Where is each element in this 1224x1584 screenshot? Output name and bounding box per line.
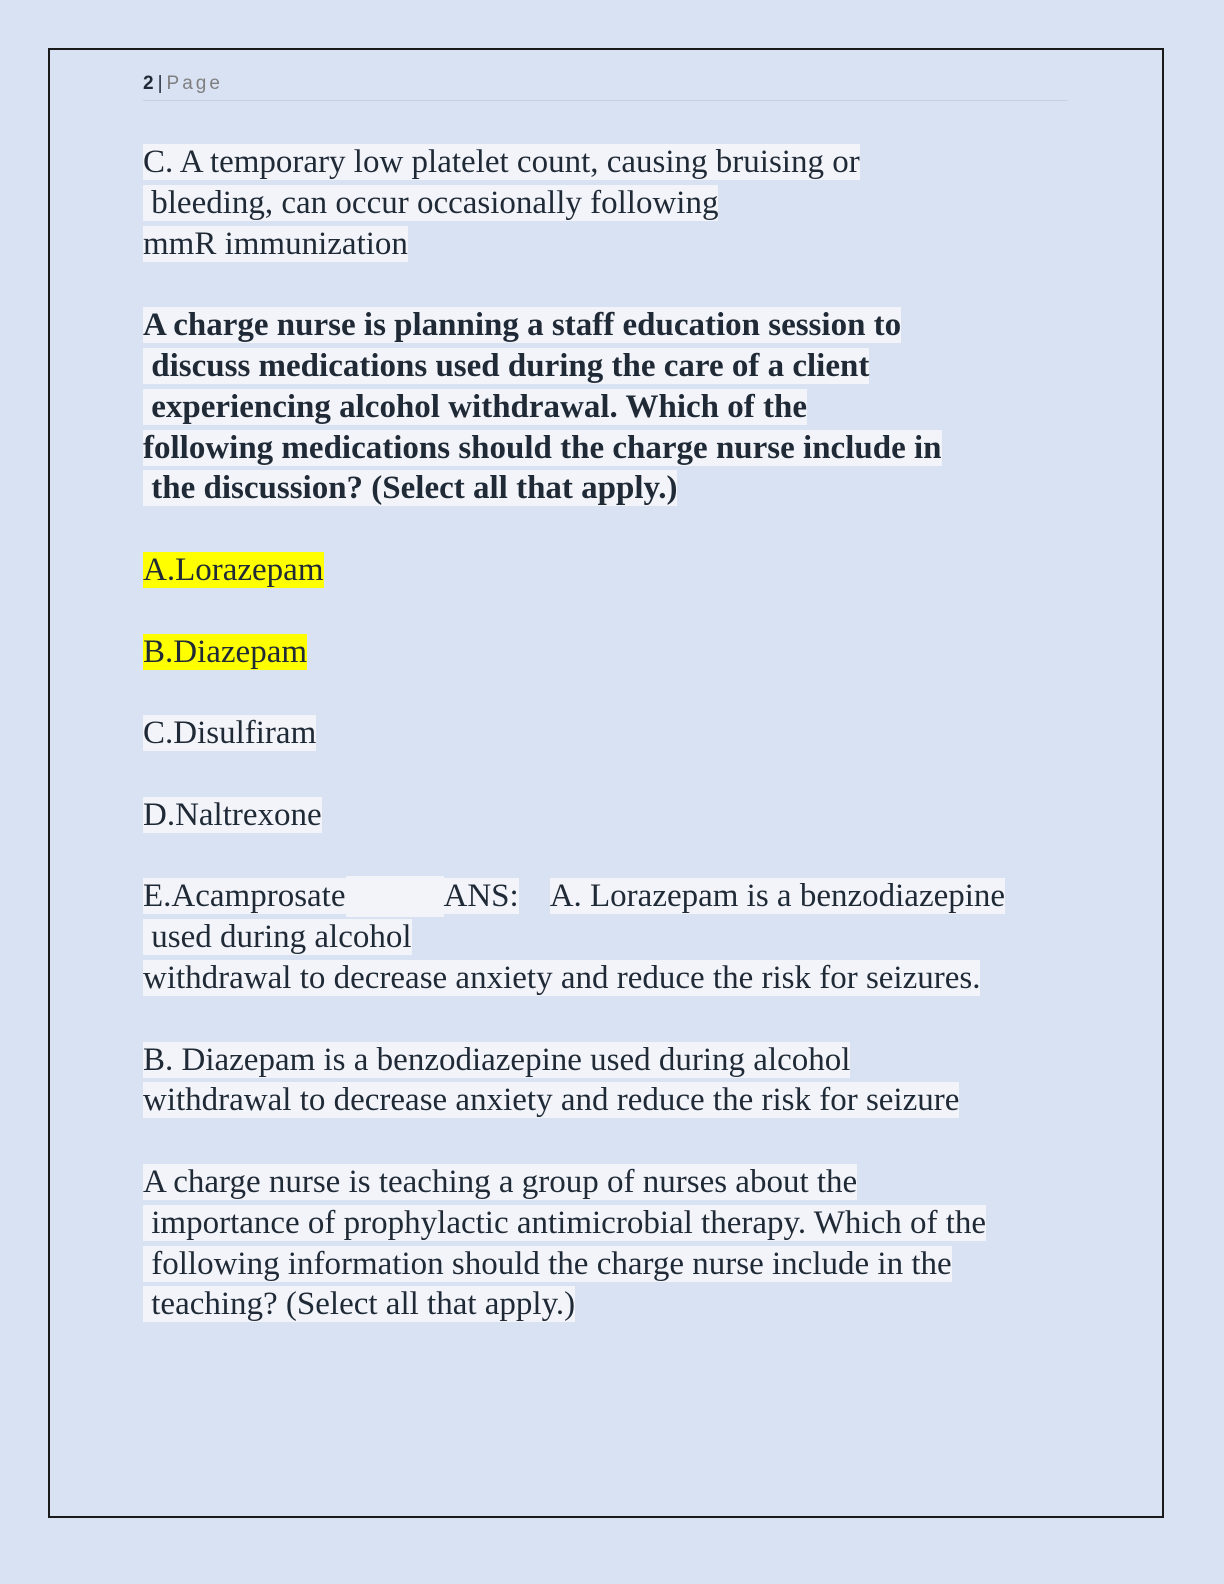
option-e: E.Acamprosate (143, 878, 346, 915)
page-header (143, 72, 1068, 101)
question-line: discuss medications used during the care of a client (143, 347, 870, 384)
answer-text: used during alcohol (143, 919, 412, 956)
answer-b-block (143, 1040, 1083, 1122)
answer-text: withdrawal to decrease anxiety and reduce the risk for seizure (143, 1082, 960, 1119)
text-line: bleeding, can occur occasionally following (143, 184, 719, 221)
question-line: following medications should the charge nurse include in (143, 429, 942, 466)
question-line: experiencing alcohol withdrawal. Which of the (143, 388, 807, 425)
text-line: C. A temporary low platelet count, causing bruising or (143, 144, 860, 180)
question-line: the discussion? (Select all that apply.) (143, 470, 678, 507)
option-c: C.Disulfiram (143, 715, 317, 752)
page-label: Page (166, 73, 223, 94)
page-number: 2 (143, 73, 154, 94)
header-separator: | (157, 73, 163, 94)
question-line: A charge nurse is planning a staff education session to (143, 307, 902, 344)
previous-answer-block (143, 142, 1083, 264)
answer-text: B. Diazepam is a benzodiazepine used during alcohol (143, 1041, 851, 1078)
answer-text: withdrawal to decrease anxiety and reduce the risk for seizures. (143, 959, 981, 996)
document-body (143, 142, 1083, 1325)
question-line: following information should the charge nurse include in the (143, 1245, 952, 1282)
option-b-highlighted: B.Diazepam (143, 633, 308, 670)
option-d: D.Naltrexone (143, 796, 322, 833)
question-line: A charge nurse is teaching a group of nurses about the (143, 1163, 858, 1200)
answer-block (143, 876, 1083, 998)
answer-text: A. Lorazepam is a benzodiazepine (549, 878, 1006, 915)
question-line: importance of prophylactic antimicrobial therapy. Which of the (143, 1204, 987, 1241)
question-1 (143, 305, 1083, 509)
question-line: teaching? (Select all that apply.) (143, 1286, 576, 1323)
question-2 (143, 1162, 1083, 1325)
text-line: mmR immunization (143, 225, 408, 262)
option-a-highlighted: A.Lorazepam (143, 551, 324, 588)
answer-label: ANS: (443, 878, 519, 915)
